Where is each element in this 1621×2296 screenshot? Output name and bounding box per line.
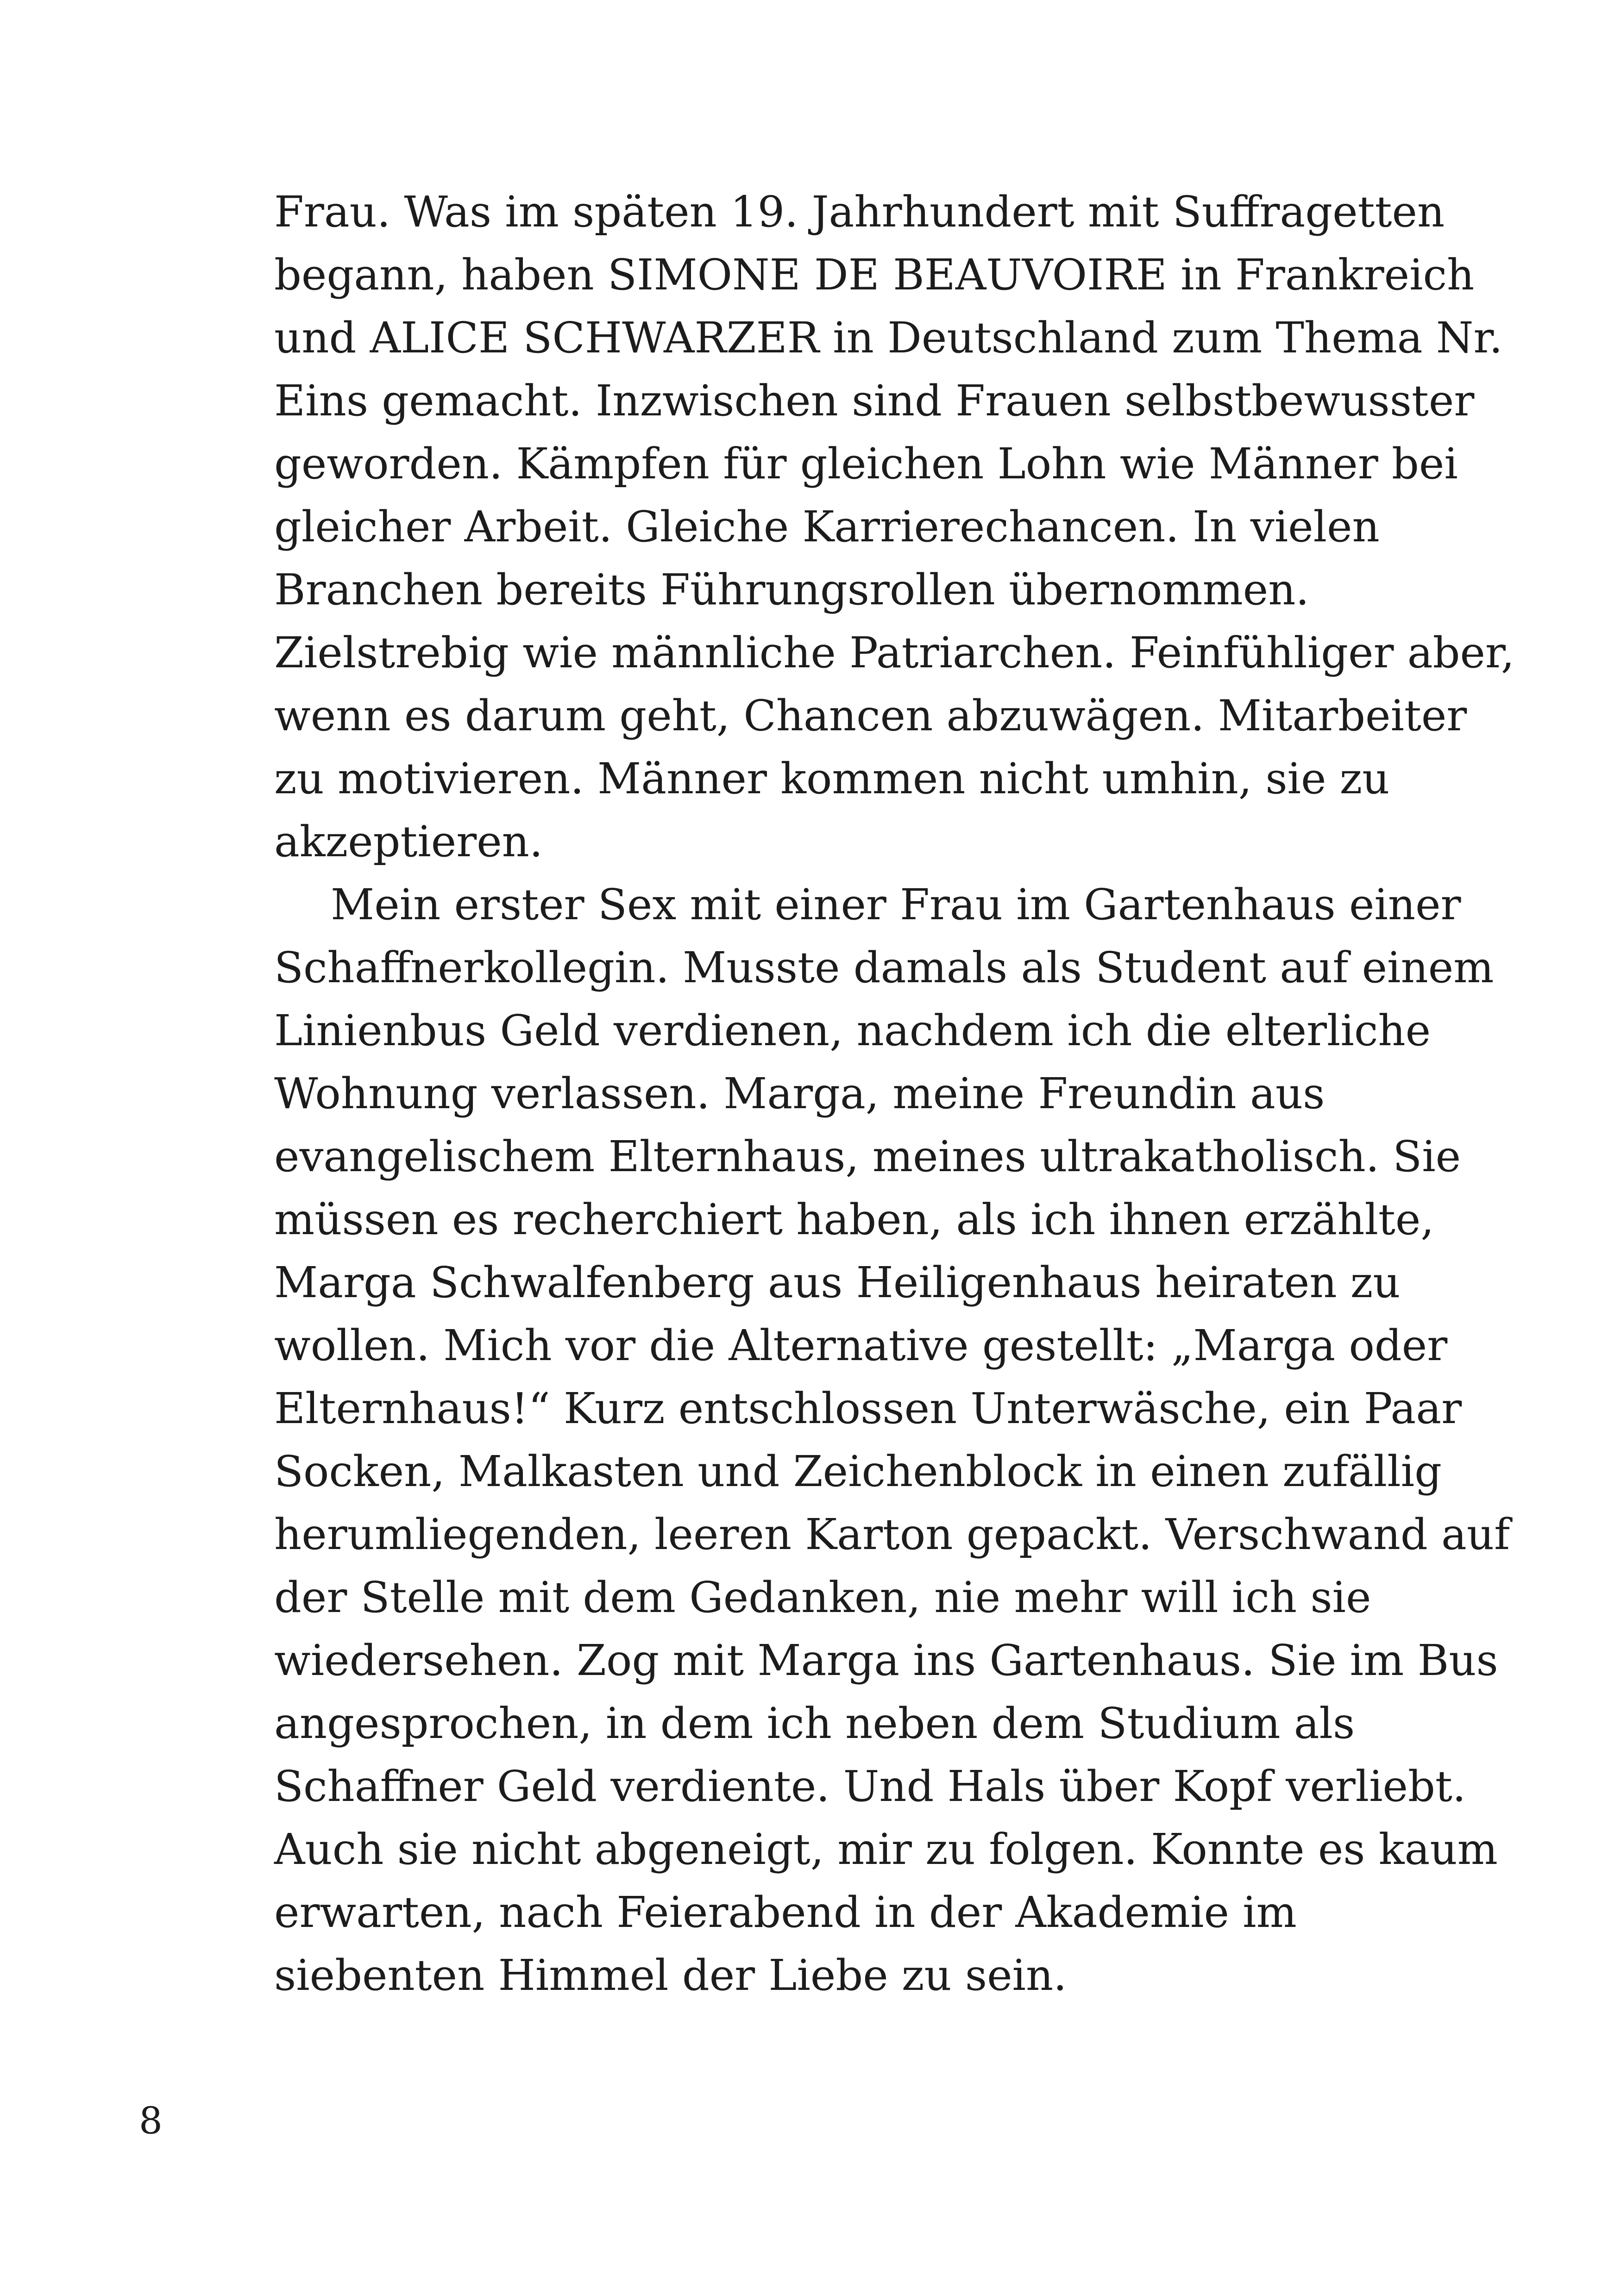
text-line: erwarten, nach Feierabend in der Akademie im bbox=[274, 1888, 1297, 1937]
text-line: Elternhaus!“ Kurz entschlossen Unterwäsche, ein Paar bbox=[274, 1384, 1462, 1433]
paragraph bbox=[274, 181, 1515, 873]
text-line: Branchen bereits Führungsrollen übernommen. bbox=[274, 565, 1309, 615]
body-text bbox=[274, 181, 1515, 2007]
text-line: Schaffner Geld verdiente. Und Hals über Kopf verliebt. bbox=[274, 1762, 1466, 1811]
text-line: evangelischem Elternhaus, meines ultrakatholisch. Sie bbox=[274, 1132, 1461, 1181]
text-line: herumliegenden, leeren Karton gepackt. Verschwand auf bbox=[274, 1510, 1510, 1559]
text-line: zu motivieren. Männer kommen nicht umhin, sie zu bbox=[274, 754, 1390, 803]
text-line: Auch sie nicht abgeneigt, mir zu folgen. Konnte es kaum bbox=[274, 1825, 1498, 1874]
text-line: Marga Schwalfenberg aus Heiligenhaus heiraten zu bbox=[274, 1258, 1401, 1307]
text-line: akzeptieren. bbox=[274, 817, 543, 866]
text-line: geworden. Kämpfen für gleichen Lohn wie Männer bei bbox=[274, 439, 1458, 489]
text-line: der Stelle mit dem Gedanken, nie mehr will ich sie bbox=[274, 1573, 1371, 1622]
text-line: Schaffnerkollegin. Musste damals als Student auf einem bbox=[274, 943, 1494, 992]
text-line: wollen. Mich vor die Alternative gestellt: „Marga oder bbox=[274, 1321, 1448, 1370]
text-line: gleicher Arbeit. Gleiche Karrierechancen. In vielen bbox=[274, 502, 1380, 552]
text-line: Frau. Was im späten 19. Jahrhundert mit Suffragetten bbox=[274, 187, 1445, 237]
text-line: Mein erster Sex mit einer Frau im Gartenhaus einer bbox=[331, 880, 1461, 929]
text-line: begann, haben SIMONE DE BEAUVOIRE in Frankreich bbox=[274, 250, 1475, 300]
paragraph bbox=[274, 873, 1510, 2007]
text-line: wiedersehen. Zog mit Marga ins Gartenhaus. Sie im Bus bbox=[274, 1636, 1498, 1685]
page-number: 8 bbox=[139, 2099, 163, 2142]
text-line: Socken, Malkasten und Zeichenblock in einen zufällig bbox=[274, 1447, 1442, 1496]
text-line: siebenten Himmel der Liebe zu sein. bbox=[274, 1951, 1067, 2000]
text-line: Wohnung verlassen. Marga, meine Freundin aus bbox=[274, 1069, 1325, 1118]
text-line: Linienbus Geld verdienen, nachdem ich die elterliche bbox=[274, 1006, 1431, 1055]
text-line: Eins gemacht. Inzwischen sind Frauen selbstbewusster bbox=[274, 376, 1475, 426]
text-line: Zielstrebig wie männliche Patriarchen. Feinfühliger aber, bbox=[274, 628, 1515, 678]
text-line: wenn es darum geht, Chancen abzuwägen. Mitarbeiter bbox=[274, 691, 1467, 740]
text-line: und ALICE SCHWARZER in Deutschland zum Thema Nr. bbox=[274, 313, 1503, 363]
text-line: angesprochen, in dem ich neben dem Studium als bbox=[274, 1699, 1355, 1748]
text-line: müssen es recherchiert haben, als ich ihnen erzählte, bbox=[274, 1195, 1434, 1244]
